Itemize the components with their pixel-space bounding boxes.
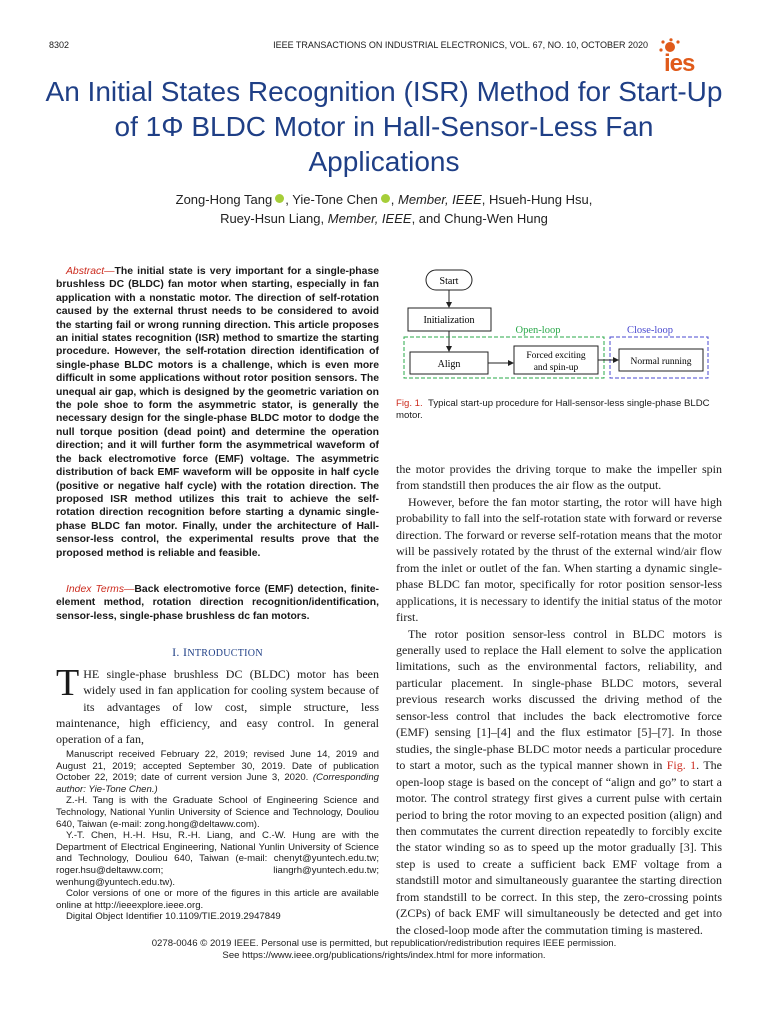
authors: Zong-Hong Tang , Yie-Tone Chen , Member, IEEE, Hsueh-Hung Hsu, Ruey-Hsun Liang, Member, IEEE, and Chung-Wen Hung [175,192,593,226]
footnote-received: Manuscript received February 22, 2019; revised June 14, 2019 and August 21, 2019; accepted September 30, 2019. Date of publication October 22, 2019; date of current version June 3, 2020. (Corresponding author: Yie-Tone Chen.) [56,749,379,795]
orcid-icon [275,194,284,203]
section-heading: I. INTRODUCTION [172,645,263,659]
copyright-footer [60,938,708,962]
index-terms-label: Index Terms— [66,584,135,595]
author-1: Zong-Hong Tang [175,192,273,207]
author-5: Chung-Wen Hung [444,211,548,226]
orcid-icon [381,194,390,203]
index-terms [56,583,379,623]
footnote-affiliation-1: Z.-H. Tang is with the Graduate School of Engineering Science and Technology, National Yunlin University of Science and Technology, Douliou 640, Taiwan (e-mail: zong.hong@deltaww.com). [56,795,379,830]
align-label: Align [437,359,461,370]
index-terms-text: Back electromotive force (EMF) detection, finite-element method, rotation direction recognition/identification, sensor-less, single-phase brushless dc fan motors. [56,584,379,622]
drop-cap: T [56,662,80,704]
init-label: Initialization [423,315,475,326]
corresponding-author: (Corresponding author: Yie-Tone Chen.) [56,772,379,795]
copyright-line-2: See https://www.ieee.org/publications/rights/index.html for more information. [222,950,546,961]
forced-label-1: Forced exciting [526,351,586,361]
close-loop-label: Close-loop [626,325,674,336]
author-4-membership: Member, IEEE [327,211,412,226]
journal-header: IEEE TRANSACTIONS ON INDUSTRIAL ELECTRONICS, VOL. 67, NO. 10, OCTOBER 2020 [273,40,648,50]
author-2: Yie-Tone Chen [292,192,378,207]
abstract-text: The initial state is very important for a single-phase brushless DC (BLDC) fan motor when starting, especially in fan application with a nonstatic motor. The direction of self-rotation caused by the external thrust needs to be considered to avoid the starting fail or wrong running direction. This article proposes an initial states recognition (ISR) method to smartize the starting procedure. However, the self-rotation direction identification of single-phase BLDC motors is a challenge, which is even more difficult in some applications without rotor position sensors. The unequal air gap, which is designed by the geometric variation on the pole shoe to form the asymmetric stator, is generally the necessary design for the single-phase BLDC motor to dodge the null torque position (dead point) and determine the operation direction; and it will further form the asymmetrical waveform of the back electromotive force (EMF) voltage. The asymmetric distribution of back EMF waveform will be opposite in half cycle (positive or negative half cycle) with the rotation direction. The proposed ISR method utilizes this trait to achieve the self-rotation direction recognition before starting a dynamic single-phase BLDC fan motor. Finally, under the architecture of Hall-sensor-less control, the experimental results prove that the proposed method is reliable and feasible. [56,266,379,559]
right-column-text [396,461,722,938]
intro-paragraph: THE single-phase brushless DC (BLDC) motor has been widely used in fan application for cooling system because of its advantages of low cost, simple structure, less maintenance, high efficiency, and easy control. In general operation of a fan, [56,662,379,747]
paragraph-3: The rotor position sensor-less control in BLDC motors is generally used to replace the Hall element to solve the application limitations, such as the environmental factors, reliability, and particular placement. In single-phase BLDC motors, several previous research works discussed the driving method of the sensor-less control that includes the back electromotive force (EMF) sensing [1]–[4] and the flux estimator [5]–[7]. In those studies, the single-phase BLDC motor needs a particular procedure to start a motor, such as the typical manner shown in Fig. 1. The open-loop stage is based on the concept of “align and go” to start a motor. The control strategy first gives a current pulse with certain period to bring the rotor moving to an expected position (align) and then commutates the current direction repeatedly to forcibly excite the stator winding so as to speed up the motor gradually [3]. This step is used to create a sufficient back EMF voltage from a standstill motor and simultaneously guarantee the starting direction from standstill to be correct. In this step, the zero-crossing points (ZCPs) of back EMF will simultaneously be detected and get into the closed-loop mode after the commutation timing is mastered. [396,626,722,937]
start-label: Start [439,276,459,287]
footnote-affiliation-2: Y.-T. Chen, H.-H. Hsu, R.-H. Liang, and C.-W. Hung are with the Department of Electrical Engineering, National Yunlin University of Science and Technology, Douliou 640, Taiwan (e-mail: chenyt@yuntech.edu.tw; roger.hsu@deltaww.com; liangrh@yuntech.edu.tw; wenhung@yuntech.edu.tw). [56,830,379,888]
author-4: Ruey-Hsun Liang, [220,211,325,226]
footnotes [56,749,379,923]
figure-caption: Fig. 1. Typical start-up procedure for Hall-sensor-less single-phase BLDC motor. [396,398,710,421]
paper-title: An Initial States Recognition (ISR) Method for Start-Up of 1Φ BLDC Motor in Hall-Sensor-Less Fan Applications [45,76,723,177]
copyright-line-1: 0278-0046 © 2019 IEEE. Personal use is permitted, but republication/redistribution requires IEEE permission. [151,938,617,949]
fig-1-ref[interactable]: Fig. 1 [666,758,697,773]
abstract-label: Abstract— [66,266,115,277]
startup-flowchart [398,266,720,388]
footnote-color: Color versions of one or more of the figures in this article are available online at http://ieeexplore.ieee.org. [56,888,379,911]
author-3: Hsueh-Hung Hsu, [489,192,593,207]
caption-label: Fig. 1. [396,398,423,409]
footnote-doi: Digital Object Identifier 10.1109/TIE.2019.2947849 [66,911,281,923]
logo-text: ies [664,50,695,76]
paragraph-1: the motor provides the driving torque to make the impeller spin from standstill then produces the air flow as the output. [396,462,722,493]
paragraph-2: However, before the fan motor starting, the rotor will have high probability to fall into the self-rotation state with forward or reverse direction. The forward or reverse self-rotation means that the motor will be passively rotated by the thrust of the external wind/air flow from the inlet or outlet of the fan. When starting a dynamic single-phase BLDC fan motor, specifically for rotor position sensor-less applications, it is necessary to identify the initial status of the motor first. [396,494,722,625]
author-2-membership: Member, IEEE [397,192,482,207]
normal-label: Normal running [630,357,692,367]
abstract [56,265,379,560]
open-loop-label: Open-loop [515,325,561,336]
ies-logo [658,38,722,76]
forced-label-2: and spin-up [533,363,579,373]
page-number: 8302 [49,40,70,50]
